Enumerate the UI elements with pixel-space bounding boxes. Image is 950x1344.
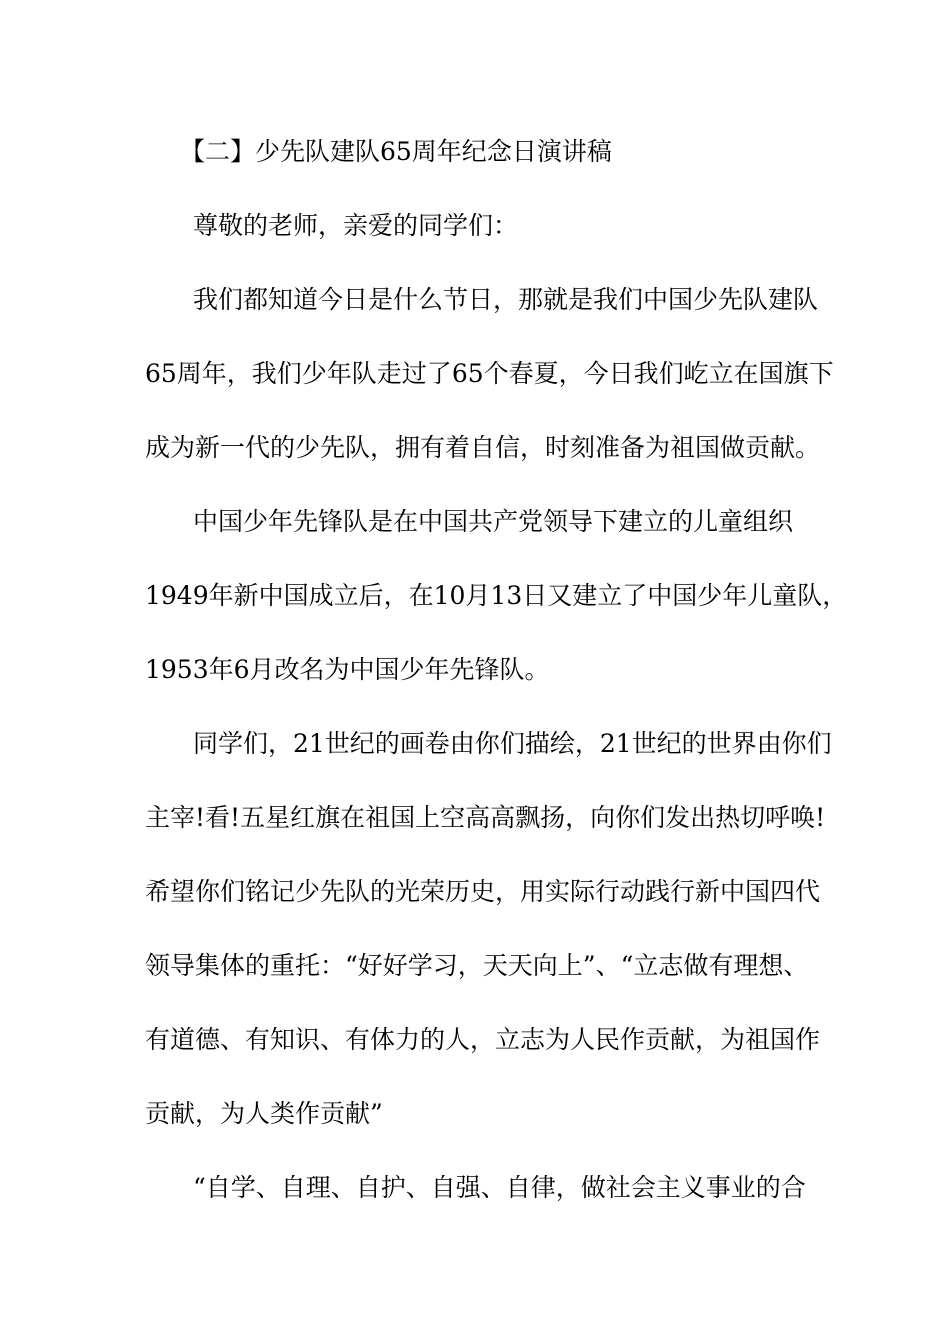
paragraph-line: “自学、自理、自护、自强、自律，做社会主义事业的合 <box>193 1173 806 1202</box>
paragraph-line: 成为新一代的少先队，拥有着自信，时刻准备为祖国做贡献。 <box>145 433 821 462</box>
paragraph-line: 有道德、有知识、有体力的人，立志为人民作贡献，为祖国作 <box>145 1025 821 1054</box>
paragraph-line: 领导集体的重托：“好好学习，天天向上”、“立志做有理想、 <box>145 951 809 980</box>
paragraph-line: 同学们，21世纪的画卷由你们描绘，21世纪的世界由你们 <box>193 729 832 758</box>
document-title: 【二】少先队建队65周年纪念日演讲稿 <box>180 137 612 166</box>
paragraph-line: 1949年新中国成立后，在10月13日又建立了中国少年儿童队， <box>145 581 848 610</box>
paragraph-line: 中国少年先锋队是在中国共产党领导下建立的儿童组织 <box>193 507 794 536</box>
paragraph-line: 1953年6月改名为中国少年先锋队。 <box>145 655 550 684</box>
paragraph-line: 65周年，我们少年队走过了65个春夏，今日我们屹立在国旗下 <box>145 359 834 388</box>
paragraph-line: 我们都知道今日是什么节日，那就是我们中国少先队建队 <box>193 285 819 314</box>
paragraph-line: 主宰!看!五星红旗在祖国上空高高飘扬，向你们发出热切呼唤! <box>145 803 826 832</box>
paragraph-line: 尊敬的老师，亲爱的同学们： <box>193 211 519 240</box>
paragraph-line: 贡献，为人类作贡献” <box>145 1099 383 1128</box>
paragraph-line: 希望你们铭记少先队的光荣历史，用实际行动践行新中国四代 <box>145 877 821 906</box>
